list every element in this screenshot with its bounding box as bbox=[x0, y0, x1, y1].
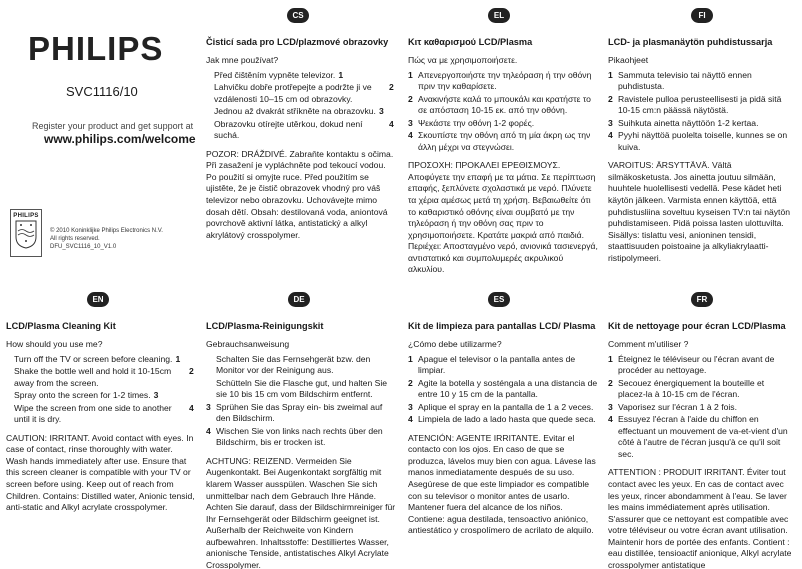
badge-fr: FR bbox=[691, 292, 713, 307]
section-question: How should you use me? bbox=[6, 339, 103, 350]
philips-logo: PHILIPS bbox=[28, 30, 164, 67]
caution-text: ΠΡΟΣΟΧΗ: ΠΡΟΚΑΛΕΙ ΕΡΕΘΙΣΜΟΥΣ. Αποφύγετε την επαφή με τα μάτια. Σε περίπτωση επαφής, ξεπλύνετε σχολαστικά με νερό. Πλύνετε τα χέρια αμέσως μετά τη χρήση. Βεβαιωθείτε ότι το καθαριστικό οθόνης είναι συμβατό με την τηλεόραση ή την οθόνη σας πριν το χρησιμοποιήσετε. Κρατάτε μακριά από παιδιά. Περιέχει: Αποσταγμένο νερό, ανιονικά τασιενεργά, αντιστατικό και συμπολυμερές ακρυλικού αλκυλίου. bbox=[408, 160, 598, 275]
badge-el: EL bbox=[488, 8, 510, 23]
step-item: 2 Secouez énergiquement la bouteille et placez-la à 10-15 cm de l'écran. bbox=[608, 377, 765, 400]
badge-de: DE bbox=[288, 292, 310, 307]
step-item: 3 Suihkuta ainetta näyttöön 1-2 kertaa. bbox=[608, 117, 759, 128]
step-list bbox=[408, 354, 598, 426]
register-text: Register your product and get support at bbox=[32, 121, 194, 131]
badge-fi: FI bbox=[691, 8, 713, 23]
badge-es: ES bbox=[488, 292, 510, 307]
step-item: Spray onto the screen for 1-2 times. 3 bbox=[14, 390, 159, 401]
step-item: Wipe the screen from one side to another until it is dry. 4 bbox=[14, 402, 194, 425]
caution-text: POZOR: DRÁŽDIVÉ. Zabraňte kontaktu s očima. Při zasažení je vypláchněte pod tekoucí vodou. Po použití si omyjte ruce. Před použitím se ujistěte, že je čistič obrazovek vhodný pro váš televizor nebo obrazovku. Uchovávejte mimo dosah dětí. Obsah: destilovaná voda, aniontová povrchově aktivní látka, antistatický a alkyl akrylátový crosspolymer. bbox=[206, 148, 394, 240]
section-de bbox=[206, 320, 396, 569]
support-url[interactable]: www.philips.com/welcome bbox=[44, 132, 196, 146]
step-item: 2 Ravistele pulloa perusteellisesti ja pidä sitä 10-15 cm:n päässä näytöstä. bbox=[608, 93, 782, 116]
section-title: LCD/Plasma Cleaning Kit bbox=[6, 321, 116, 331]
badge-cs: CS bbox=[287, 8, 309, 23]
copyright-line: DFU_SVC1116_10_V1.0 bbox=[50, 243, 117, 250]
caution-text: CAUTION: IRRITANT. Avoid contact with eyes. In case of contact, rinse thoroughly with water. Wash hands immediately after use. Ensure that this screen cleaner is compatible with your TV or screen before using. Keep out of reach from Children. Contains: Distilled water, Anionic tensid, anti-static and Alkyl acrylate crosspolymer. bbox=[6, 432, 195, 513]
section-es bbox=[408, 320, 598, 537]
section-title: Kit de limpieza para pantallas LCD/ Plasma bbox=[408, 321, 596, 331]
step-item: Jednou až dvakrát stříkněte na obrazovku. 3 bbox=[214, 106, 384, 117]
step-item: Lahvičku dobře protřepejte a podržte ji ve vzdálenosti 10–15 cm od obrazovky. 2 bbox=[214, 82, 394, 104]
caution-text: ACHTUNG: REIZEND. Vermeiden Sie Augenkontakt. Bei Augenkontakt sorgfältig mit klarem Wasser ausspülen. Waschen Sie sich unmittelbar nach dem Gebrauch Ihre Hände. Achten Sie darauf, dass der Bildschirmreiniger für Ihr Fernsehgerät oder Bildschirm geeignet ist. Außerhalb der Reichweite von Kindern aufbewahren. Inhaltsstoffe: Destilliertes Wasser, anionische Tenside, antistatisches Alkyl Acrylate Crosspolymer. bbox=[206, 455, 396, 569]
step-item: Shake the bottle well and hold it 10-15cm away from the screen. 2 bbox=[14, 366, 194, 388]
step-item: Turn off the TV or screen before cleaning. 1 bbox=[14, 353, 181, 364]
caution-text: ATTENTION : PRODUIT IRRITANT. Éviter tout contact avec les yeux. En cas de contact avec les yeux, rincer abondamment à l'eau. Se laver les mains immédiatement après utilisation. S'assurer que ce nettoyant est compatible avec votre téléviseur ou votre écran avant utilisation. Maintenir hors de portée des enfants. Contient : eau distillée, tensioactif anionique, Alkyl acrylate crosspolymer antistatique bbox=[608, 467, 792, 569]
section-cs bbox=[206, 36, 396, 241]
step-item: 4 Limpiela de lado a lado hasta que quede seca. bbox=[408, 414, 596, 425]
step-item: 4 Σκουπίστε την οθόνη από τη μία άκρη ως την άλλη μέχρι να στεγνώσει. bbox=[408, 130, 591, 152]
section-question: Πώς να με χρησιμοποιήσετε. bbox=[408, 55, 518, 66]
step-item: 3 Sprühen Sie das Spray ein- bis zweimal auf den Bildschirm. bbox=[206, 401, 383, 424]
section-question: Jak mne používat? bbox=[206, 55, 279, 66]
step-list bbox=[608, 70, 794, 154]
badge-en: EN bbox=[87, 292, 109, 307]
step-list bbox=[6, 354, 196, 426]
step-item: 4 Wischen Sie von links nach rechts über den Bildschirm, bis er trocken ist. bbox=[206, 425, 383, 448]
section-el bbox=[408, 36, 598, 276]
step-item: 3 Vaporisez sur l'écran 1 à 2 fois. bbox=[608, 401, 737, 412]
copyright-block bbox=[50, 228, 163, 251]
section-question: Gebrauchsanweisung bbox=[206, 339, 290, 350]
section-question: ¿Cómo debe utilizarme? bbox=[408, 339, 502, 350]
section-en bbox=[6, 320, 196, 514]
step-item: 1 Apague el televisor o la pantalla antes de limpiar. bbox=[408, 353, 576, 376]
step-item: Schalten Sie das Fernsehgerät bzw. den Monitor vor der Reinigung aus. bbox=[216, 353, 371, 376]
step-item: 1 Éteignez le téléviseur ou l'écran avant de procéder au nettoyage. bbox=[608, 353, 775, 376]
section-title: Kit de nettoyage pour écran LCD/Plasma bbox=[608, 321, 786, 331]
section-title: Κιτ καθαρισμού LCD/Plasma bbox=[408, 37, 533, 47]
section-fr bbox=[608, 320, 794, 569]
step-item: Schütteln Sie die Flasche gut, und halten Sie sie 10 bis 15 cm vom Bildschirm entfernt. bbox=[216, 377, 388, 400]
step-item: 3 Ψεκάστε την οθόνη 1-2 φορές. bbox=[408, 117, 535, 128]
small-logo-text: PHILIPS bbox=[13, 213, 39, 219]
section-question: Pikaohjeet bbox=[608, 55, 649, 66]
shield-icon bbox=[14, 219, 38, 249]
copyright-line: All rights reserved. bbox=[50, 235, 100, 242]
philips-shield-icon bbox=[10, 209, 42, 257]
caution-text: ATENCIÓN: AGENTE IRRITANTE. Evitar el contacto con los ojos. En caso de que se produzca, lávelos muy bien con agua. Lávese las manos inmediatamente después de su uso. Asegúrese de que este limpiador es compatible con su televisor o monitor antes de usarlo. Mantener fuera del alcance de los niños. Contiene: agua destilada, tensoactivo aniónico, antiestático y crospolímero de acrilato de alquilo. bbox=[408, 432, 596, 536]
step-list bbox=[408, 70, 598, 154]
copyright-line: © 2010 Koninklijke Philips Electronics N.V. bbox=[50, 228, 163, 234]
step-item: 1 Sammuta televisio tai näyttö ennen puhdistusta. bbox=[608, 69, 752, 92]
section-title: LCD/Plasma-Reinigungskit bbox=[206, 321, 324, 331]
step-item: 4 Pyyhi näyttöä puolelta toiselle, kunnes se on kuiva. bbox=[608, 130, 788, 152]
caution-text: VAROITUS: ÄRSYTTÄVÄ. Vältä silmäkosketusta. Jos ainetta joutuu silmään, huuhtele huolellisesti vedellä. Pese kädet heti käytön jälkeen. Varmista ennen käyttöä, että puhdistusliina soveltuu kyseisen TV:n tai näytön puhdistamiseen. Pidä poissa lasten ulottuvilta. Sisällys: tislattu vesi, anioninen tensidi, staattisuuden poistoaine ja alkyliakrylaatti-ristipolymeeri. bbox=[608, 160, 791, 263]
step-item: 4 Essuyez l'écran à l'aide du chiffon en effectuant un mouvement de va-et-vient d'un côté à l'autre de l'écran jusqu'à ce qu'il soit sec. bbox=[608, 414, 788, 459]
step-item: 2 Agite la botella y sosténgala a una distancia de entre 10 y 15 cm de la pantalla. bbox=[408, 377, 598, 400]
section-title: LCD- ja plasmanäytön puhdistussarja bbox=[608, 37, 773, 47]
step-item: 2 Ανακινήστε καλά το μπουκάλι και κρατήστε το σε απόσταση 10-15 εκ. από την οθόνη. bbox=[408, 93, 591, 116]
section-question: Comment m'utiliser ? bbox=[608, 339, 689, 350]
step-list bbox=[608, 354, 794, 461]
model-number: SVC1116/10 bbox=[66, 84, 138, 99]
step-item: 1 Απενεργοποιήστε την τηλεόραση ή την οθόνη πριν την καθαρίσετε. bbox=[408, 69, 592, 92]
section-title: Čisticí sada pro LCD/plazmové obrazovky bbox=[206, 37, 389, 47]
section-fi bbox=[608, 36, 794, 264]
step-list bbox=[206, 70, 396, 142]
step-item: Obrazovku otírejte utěrkou, dokud není suchá. 4 bbox=[214, 118, 394, 141]
step-list bbox=[206, 354, 396, 449]
step-item: 3 Aplique el spray en la pantalla de 1 a 2 veces. bbox=[408, 401, 594, 412]
step-item: Před čištěním vypněte televizor. 1 bbox=[214, 69, 344, 80]
